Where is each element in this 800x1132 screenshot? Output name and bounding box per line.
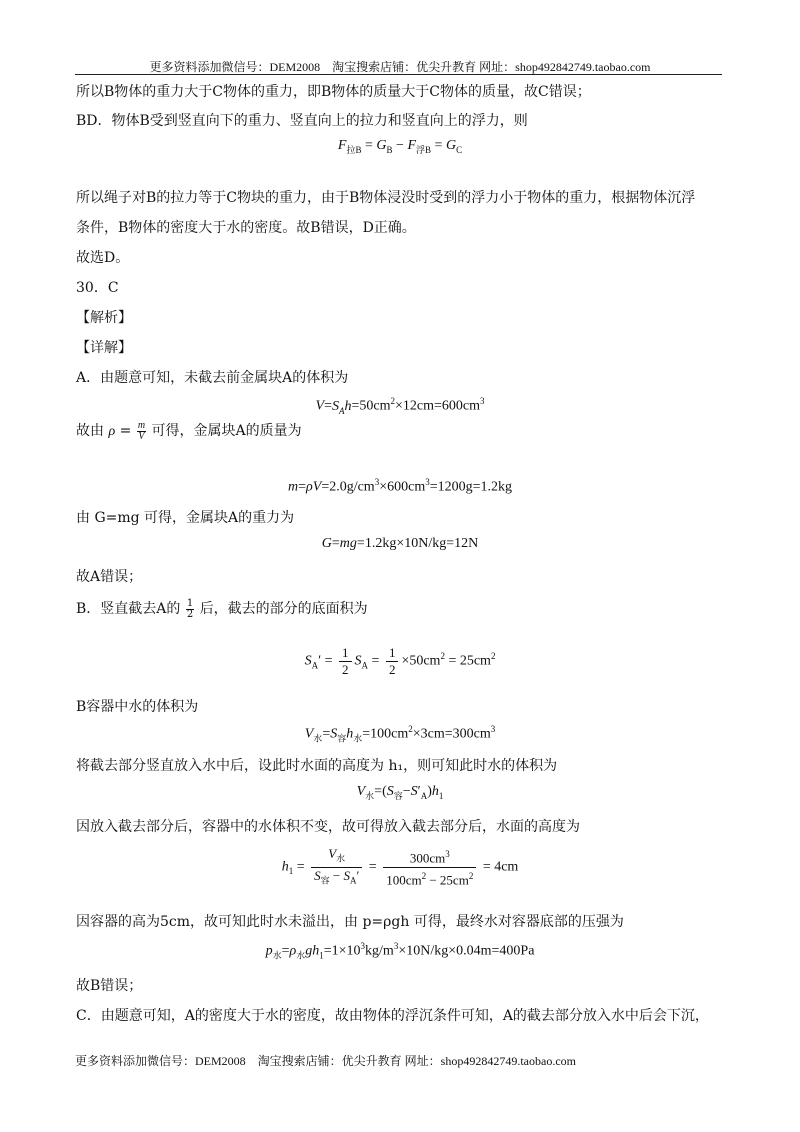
equation-area: $S_A'$ = $\frac{1}{2}$ $S_A$ = $\frac{1}{2}$ $\times 50cm^2 = 25cm^2$	[304, 645, 496, 677]
text-fragment: 可得，金属块A的质量为	[151, 423, 302, 439]
text-line: 故A错误；	[76, 569, 143, 585]
text-line: C．由题意可知，A的密度大于水的密度，故由物体的浮沉条件可知，A的截去部分放入水中后会下沉，	[76, 1008, 709, 1024]
half-fraction: $\frac{1}{2}$	[186, 597, 194, 620]
density-fraction: $\frac{m}{V}$	[137, 419, 146, 442]
text-line: 由 G=mg 可得，金属块A的重力为	[76, 510, 295, 526]
section-label: 【解析】	[76, 310, 132, 326]
section-label: 【详解】	[76, 340, 132, 356]
text-line: 故B错误；	[76, 978, 143, 994]
text-line: 因放入截去部分后，容器中的水体积不变，故可得放入截去部分后，水面的高度为	[76, 819, 580, 835]
text-fragment: B．竖直截去A的	[76, 601, 181, 617]
equation-volume: $V=S_Ah=50cm^2\times 12cm=600cm^3$	[315, 396, 485, 416]
text-line: BD．物体B受到竖直向下的重力、竖直向上的拉力和竖直向上的浮力，则	[76, 113, 528, 129]
equation-mass: $m=\rho V=2.0g/cm^3\times 600cm^3=1200g=1.2kg$	[288, 477, 512, 495]
header-rule	[75, 74, 722, 75]
text-line: 所以绳子对B的拉力等于C物块的重力，由于B物体浸没时受到的浮力小于物体的重力，根据物体沉浮	[76, 190, 696, 206]
text-line: 所以B物体的重力大于C物体的重力，即B物体的质量大于C物体的质量，故C错误；	[76, 84, 591, 100]
text-line: 故由 ρ = $\frac{m}{V}$ 可得，金属块A的质量为	[76, 419, 302, 442]
text-line: B容器中水的体积为	[76, 699, 199, 715]
question-number: 30．C	[76, 280, 119, 296]
equation-height: $h_1$ = $\frac{V_水}{S_容 - S_A'}$ = $\frac{300cm^3}{100cm^2 - 25cm^2}$ = 4cm	[281, 846, 519, 887]
page-header: 更多资料添加微信号：DEM2008 淘宝搜索店铺：优尖升教育 网址：shop492842749.taobao.com	[149, 60, 651, 74]
equation-water-volume-2: $V_水=(S_容-S'_A)h_1$	[356, 784, 444, 801]
equation-gravity: G=mg=1.2kg×10N/kg=12N	[321, 536, 479, 551]
text-line: 因容器的高为5cm，故可知此时水未溢出，由 p=ρgh 可得，最终水对容器底部的压强为	[76, 914, 624, 930]
equation-water-volume: $V_水=S_容h_水=100cm^2\times 3cm=300cm^3$	[304, 724, 496, 744]
text-line: 将截去部分竖直放入水中后，设此时水面的高度为 h₁，则可知此时水的体积为	[76, 758, 558, 774]
text-line: 故选D。	[76, 250, 130, 266]
text-fragment: 后，截去的部分的底面积为	[199, 601, 368, 617]
equation-tension: $F_{拉B} = G_B - F_{浮B} = G_C$	[337, 138, 463, 155]
text-fragment: 故由	[76, 423, 104, 439]
text-line: 条件，B物体的密度大于水的密度。故B错误，D正确。	[76, 220, 416, 236]
text-line	[76, 598, 368, 620]
equation-pressure: $p_水=\rho_水gh_1=1\times 10^3kg/m^3\times 10N/kg\times 0.04m=400Pa$	[265, 941, 535, 961]
text-line: A．由题意可知，未截去前金属块A的体积为	[76, 370, 349, 386]
page-footer: 更多资料添加微信号：DEM2008 淘宝搜索店铺：优尖升教育 网址：shop492842749.taobao.com	[75, 1054, 576, 1068]
